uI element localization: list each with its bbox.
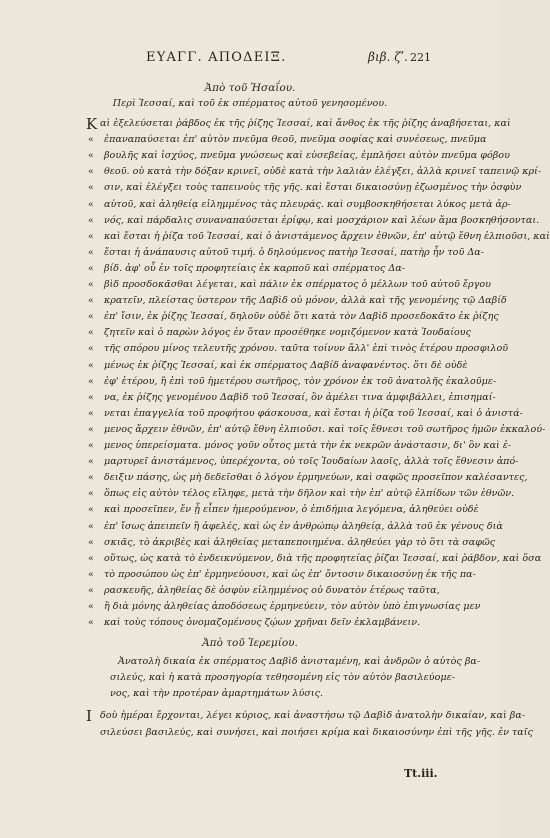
running-head — [0, 50, 500, 70]
quotation-margin-mark: « — [88, 279, 94, 290]
text-line: μαρτυρεῖ ἀνιστάμενος, ὑπερέχοντα, οὐ τοῖς Ἰουδαίων λαοῖς, ἀλλὰ τοῖς ἔθνεσιν ἀπό- — [104, 456, 519, 468]
quotation-margin-mark: « — [88, 568, 94, 580]
text-line: οὕτως, ὡς κατὰ τὸ ἐνδεικνύμενον, διὰ τῆς προφητείας ῥίζαι Ἰεσσαί, καὶ ῥάβδον, καὶ ὅσα — [104, 552, 542, 564]
quotation-margin-mark: « — [88, 134, 94, 146]
quotation-margin-mark: « — [88, 520, 94, 532]
quotation-margin-mark: « — [88, 488, 94, 500]
section-title-isaiah: Ἀπὸ τοῦ Ἠσαΐου. — [204, 82, 296, 94]
initial-letter-jeremiah: Ι — [86, 707, 92, 725]
quotation-margin-mark: « — [88, 440, 94, 451]
subtitle-line: νος, καὶ τὴν προτέραν ἀμαρτημάτων λύσις. — [110, 688, 324, 699]
text-line: σκιᾶς, τὸ ἀκριβὲς καὶ ἀληθείας μεταπεποιημένα. ἀληθεύει γὰρ τὸ ὅτι τὰ σαφῶς — [104, 536, 496, 548]
quotation-margin-mark: « — [88, 246, 94, 258]
quotation-margin-mark: « — [88, 552, 94, 564]
quotation-margin-mark: « — [88, 311, 94, 323]
quotation-margin-mark: « — [88, 601, 94, 612]
text-line: ἐπ' ἴσιν, ἐκ ῥίζης Ἰεσσαί, δηλοῦν οὐδὲ ὅτι κατὰ τὸν Δαβὶδ προσεδοκᾶτο ἐκ ῥίζης — [104, 311, 499, 323]
text-line: καὶ προσεῖπεν, ἔν ᾗ εἶπεν ἡμερούμενον, ὁ ἐπιδήμια λεγόμενα, ἀληθεύει οὐδὲ — [104, 504, 479, 516]
text-line: μενος ὑπερείσματα. μόνος γοῦν οὗτος μετὰ τὴν ἐκ νεκρῶν ἀνάστασιν, δι' ὃν καὶ ἐ- — [104, 440, 512, 451]
quotation-margin-mark: « — [88, 472, 94, 484]
text-line: ἢ διὰ μόνης ἀληθείας ἀποδόσεως ἑρμηνεύειν, τὸν αὐτὸν ὑπὸ ἐπιγνωσίας μεν — [104, 601, 481, 612]
signature-mark: Tt.iii. — [404, 767, 438, 780]
text-line: καὶ τοὺς τόπους ὀνομαζομένους ζῴων χρῆναι δεῖν ἐκλαμβάνειν. — [104, 617, 421, 629]
text-line: βουλῆς καὶ ἰσχύος, πνεῦμα γνώσεως καὶ εὐσεβείας, ἐμπλήσει αὐτὸν πνεῦμα φόβου — [104, 150, 510, 162]
text-line: νεται ἐπαγγελία τοῦ προφήτου φάσκουσα, καὶ ἔσται ἡ ῥίζα τοῦ Ἰεσσαί, καὶ ὁ ἀνιστά- — [104, 407, 523, 419]
quotation-margin-mark: « — [88, 230, 94, 242]
text-line: να, ἐκ ῥίζης γενομένου Δαβὶδ τοῦ Ἰεσσαί, ὃν ἀμέλει τινα ἀμφιβάλλει, ἐπισημαί- — [104, 391, 496, 403]
quotation-margin-mark: « — [88, 359, 94, 371]
quotation-margin-mark: « — [88, 391, 94, 403]
text-line: αὶ ἐξελεύσεται ῥάβδος ἐκ τῆς ῥίζης Ἰεσσαί, καὶ ἄνθος ἐκ τῆς ῥίζης ἀναβήσεται, καὶ — [100, 118, 511, 129]
section-title-jeremiah: Ἀπὸ τοῦ Ἱερεμίου. — [202, 637, 298, 649]
text-line: ἐπαναπαύσεται ἐπ' αὐτὸν πνεῦμα θεοῦ, πνεῦμα σοφίας καὶ συνέσεως, πνεῦμα — [104, 134, 487, 146]
initial-letter-isaiah: Κ — [86, 115, 98, 133]
subtitle-line: σιλεύς, καὶ ἡ κατὰ προσηγορία τεθησομένη εἰς τὸν αὐτὸν βασιλεύομε- — [110, 672, 455, 683]
text-line: ἐπ' ἴσως ἀπειπεῖν ἢ ἀφελές, καὶ ὡς ἐν ἀνθρώπῳ ἀληθείᾳ, ἀλλὰ τοῦ ἐκ γένους διὰ — [104, 520, 503, 532]
text-line: κρατεῖν, πλείστας ὑστερον τῆς Δαβὶδ οὐ μόνον, ἀλλὰ καὶ τῆς γενομένης τῷ Δαβίδ — [104, 295, 507, 307]
quotation-margin-mark: « — [88, 456, 94, 468]
quotation-margin-mark: « — [88, 327, 94, 339]
text-line: ρασκευῆς, ἀληθείας δὲ ὀσφὺν εἰλημμένος οὐ δυνατὸν ἑτέρως ταῦτα, — [104, 584, 440, 596]
quotation-margin-mark: « — [88, 584, 94, 596]
quotation-margin-mark: « — [88, 182, 94, 194]
text-line: δειξιν πάσης, ὡς μὴ δεδεῖσθαι ὁ λόγον ἑρμηνεύων, καὶ σαφῶς προσεῖπον καλέσαντες, — [104, 472, 528, 484]
quotation-margin-mark: « — [88, 295, 94, 307]
quotation-margin-mark: « — [88, 166, 94, 178]
page-number: 221 — [410, 51, 431, 64]
subtitle-line: Ἀνατολὴ δικαία ἐκ σπέρματος Δαβὶδ ἀνισταμένη, καὶ ἀνδρῶν ὁ αὐτὸς βα- — [118, 656, 481, 667]
quotation-margin-mark: « — [88, 617, 94, 629]
section-subtitle-isaiah: Περὶ Ἰεσσαί, καὶ τοῦ ἐκ σπέρματος αὐτοῦ γενησομένου. — [112, 98, 388, 109]
text-line: θεοῦ. οὐ κατὰ τὴν δόξαν κρινεῖ, οὐδὲ κατὰ τὴν λαλιὰν ἐλέγξει, ἀλλὰ κρινεῖ ταπεινῷ κρί- — [104, 166, 542, 178]
text-line: καὶ ἔσται ἡ ῥίζα τοῦ Ἰεσσαί, καὶ ὁ ἀνιστάμενος ἄρχειν ἐθνῶν, ἐπ' αὐτῷ ἔθνη ἐλπιοῦσι, καὶ — [104, 230, 550, 242]
text-line: ὅπως εἰς αὐτὸν τέλος εἴληφε, μετὰ τὴν δῆλον καὶ τὴν ἐπ' αὐτῷ ἐλπίδων τῶν ἐθνῶν. — [104, 488, 515, 500]
text-line: αὐτοῦ, καὶ ἀληθείᾳ εἰλημμένος τὰς πλευράς. καὶ συμβοσκηθήσεται λύκος μετὰ ἀρ- — [104, 198, 511, 210]
text-line: ζητεῖν καὶ ὁ παρὼν λόγος ἐν ὅταν προσέθηκε νομιζόμενον κατὰ Ἰουδαίους — [104, 327, 471, 339]
quotation-margin-mark: « — [88, 343, 94, 355]
quotation-margin-mark: « — [88, 262, 94, 274]
text-line: νός, καὶ πάρδαλις συναναπαύσεται ἐρίφῳ, καὶ μοσχάριον καὶ λέων ἅμα βοσκηθήσονται. — [104, 214, 540, 226]
quotation-margin-mark: « — [88, 536, 94, 548]
quotation-margin-mark: « — [88, 375, 94, 387]
text-line: βίδ. ἀφ' οὗ ἐν τοῖς προφητείαις ἐκ καρποῦ καὶ σπέρματος Δα- — [104, 262, 406, 274]
quotation-margin-mark: « — [88, 504, 94, 516]
running-head-title: ΕΥΑΓΓ. ΑΠΟΔΕΙΞ. — [146, 50, 287, 65]
text-line: δοὺ ἡμέραι ἔρχονται, λέγει κύριος, καὶ ἀναστήσω τῷ Δαβὶδ ἀνατολὴν δικαίαν, καὶ βα- — [100, 710, 526, 721]
text-line: ἐφ' ἑτέρου, ἢ ἐπὶ τοῦ ἡμετέρου σωτῆρος, τὸν χρόνον ἐκ τοῦ ἀνατολῆς ἐκαλοῦμε- — [104, 375, 497, 387]
text-line: σιν, καὶ ἐλέγξει τοὺς ταπεινοὺς τῆς γῆς. καὶ ἔσται δικαιοσύνῃ ἐζωσμένος τὴν ὀσφὺν — [104, 182, 522, 194]
text-line: τὸ προσώπου ὡς ἐπ' ἑρμηνεύουσι, καὶ ὡς ἐπ' ὄντοσιν δικαιοσύνῃ ἐκ τῆς πα- — [104, 568, 476, 580]
running-head-book: βιβ. ζʹ. — [368, 50, 408, 64]
text-line: τῆς σπόρου μίνος τελευτῆς χρόνου. ταῦτα τοίνυν ἄλλ' ἐπὶ τινὸς ἑτέρου προσφιλοῦ — [104, 343, 509, 355]
text-line: μένως ἐκ ῥίζης Ἰεσσαί, καὶ ἐκ σπέρματος Δαβίδ ἀναφανέντος. ὅτι δὲ οὐδὲ — [104, 359, 468, 371]
quotation-margin-mark: « — [88, 198, 94, 210]
quotation-margin-mark: « — [88, 423, 94, 435]
text-line: σιλεύσει βασιλεύς, καὶ συνήσει, καὶ ποιήσει κρίμα καὶ δικαιοσύνην ἐπὶ τῆς γῆς. ἐν ταῖς — [100, 727, 533, 738]
quotation-margin-mark: « — [88, 214, 94, 226]
quotation-margin-mark: « — [88, 407, 94, 419]
text-line: ἔσται ἡ ἀνάπαυσις αὐτοῦ τιμή. ὁ δηλούμενος πατὴρ Ἰεσσαί, πατὴρ ἦν τοῦ Δα- — [104, 246, 484, 258]
text-line: βὶδ προσδοκᾶσθαι λέγεται, καὶ πάλιν ἐκ σπέρματος ὁ μέλλων τοῦ αὐτοῦ ἔργου — [104, 279, 491, 290]
text-line: μενος ἄρχειν ἐθνῶν, ἐπ' αὐτῷ ἔθνη ἐλπιοῦσι. καὶ τοῖς ἔθνεσι τοῦ σωτῆρος ἡμῶν ἐκκαλού- — [104, 423, 546, 435]
quotation-margin-mark: « — [88, 150, 94, 162]
